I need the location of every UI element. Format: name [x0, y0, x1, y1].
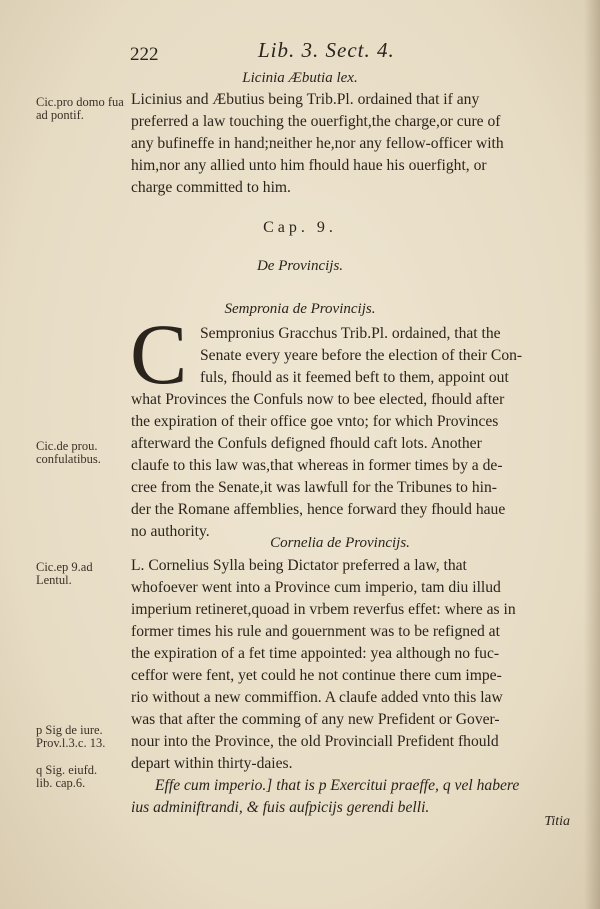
text-line: imperium retineret,quoad in vrbem reverfus effet: where as in	[131, 601, 516, 618]
text-line: him,nor any allied unto him fhould haue his ouerfight, or	[131, 157, 487, 174]
chapter-title: De Provincijs.	[256, 258, 344, 274]
running-head: Lib. 3. Sect. 4.	[258, 38, 395, 62]
margin-note: Cic.de prou. confulatibus.	[36, 439, 101, 466]
text-line: whofoever went into a Province cum imperio, tam diu illud	[131, 579, 501, 596]
section-heading-cornelia: Cornelia de Provincijs.	[270, 535, 410, 551]
margin-note: q Sig. eiufd. lib. cap.6.	[36, 763, 98, 790]
text-line: depart within thirty-daies.	[131, 755, 293, 772]
footnote-line: Effe cum imperio.] that is p Exercitui praeffe, q vel habere	[155, 777, 520, 794]
text-line: cree from the Senate,it was lawfull for the Tribunes to hin-	[131, 479, 497, 496]
footnote-line: ius adminiftrandi, & fuis aufpicijs gerendi belli.	[131, 799, 430, 816]
text-line: any bufineffe in hand;neither he,nor any fellow-officer with	[131, 135, 504, 152]
text-line: the expiration of a fet time appointed: yea although no fuc-	[131, 645, 500, 662]
text-line: the expiration of their office goe vnto; for which Provinces	[131, 413, 499, 430]
text-line: former times his rule and gouernment was to be refigned at	[131, 623, 500, 640]
text-line: charge committed to him.	[131, 179, 291, 196]
page-number: 222	[130, 44, 159, 65]
chapter-label: Cap. 9.	[263, 219, 337, 236]
text-line: claufe to this law was,that whereas in former times by a de-	[131, 457, 503, 474]
catchword: Titia	[544, 814, 570, 829]
text-line: nour into the Province, the old Provinciall Prefident fhould	[131, 733, 499, 750]
text-line: rio without a new commiffion. A claufe added vnto this law	[131, 689, 503, 706]
text-line: der the Romane affemblies, hence forward they fhould haue	[131, 501, 506, 518]
section-heading-sempronia: Sempronia de Provincijs.	[224, 301, 376, 317]
text-line: ceffor were fent, yet could he not continue there cum impe-	[131, 667, 502, 684]
drop-cap-letter: C	[130, 306, 188, 402]
margin-note: Cic.ep 9.ad Lentul.	[36, 560, 93, 587]
text-line: Sempronius Gracchus Trib.Pl. ordained, that the	[200, 325, 501, 342]
text-line: Licinius and Æbutius being Trib.Pl. ordained that if any	[131, 91, 480, 108]
text-line: fuls, fhould as it feemed beft to them, appoint out	[200, 369, 509, 386]
text-line: afterward the Confuls defigned fhould caft lots. Another	[131, 435, 482, 452]
text-line: L. Cornelius Sylla being Dictator preferred a law, that	[131, 557, 467, 574]
text-line: Senate every yeare before the election of their Con-	[200, 347, 523, 364]
page-edge-shadow	[584, 0, 600, 909]
text-line: what Provinces the Confuls now to bee elected, fhould after	[131, 391, 505, 408]
margin-note: p Sig de iure. Prov.l.3.c. 13.	[36, 723, 106, 750]
text-line: was that after the comming of any new Prefident or Gover-	[131, 711, 500, 728]
text-line: preferred a law touching the ouerfight,the charge,or cure of	[131, 113, 501, 130]
section-heading-licinia: Licinia Æbutia lex.	[242, 70, 358, 86]
text-line: no authority.	[131, 523, 210, 540]
margin-note: Cic.pro domo fua ad pontif.	[36, 95, 124, 122]
